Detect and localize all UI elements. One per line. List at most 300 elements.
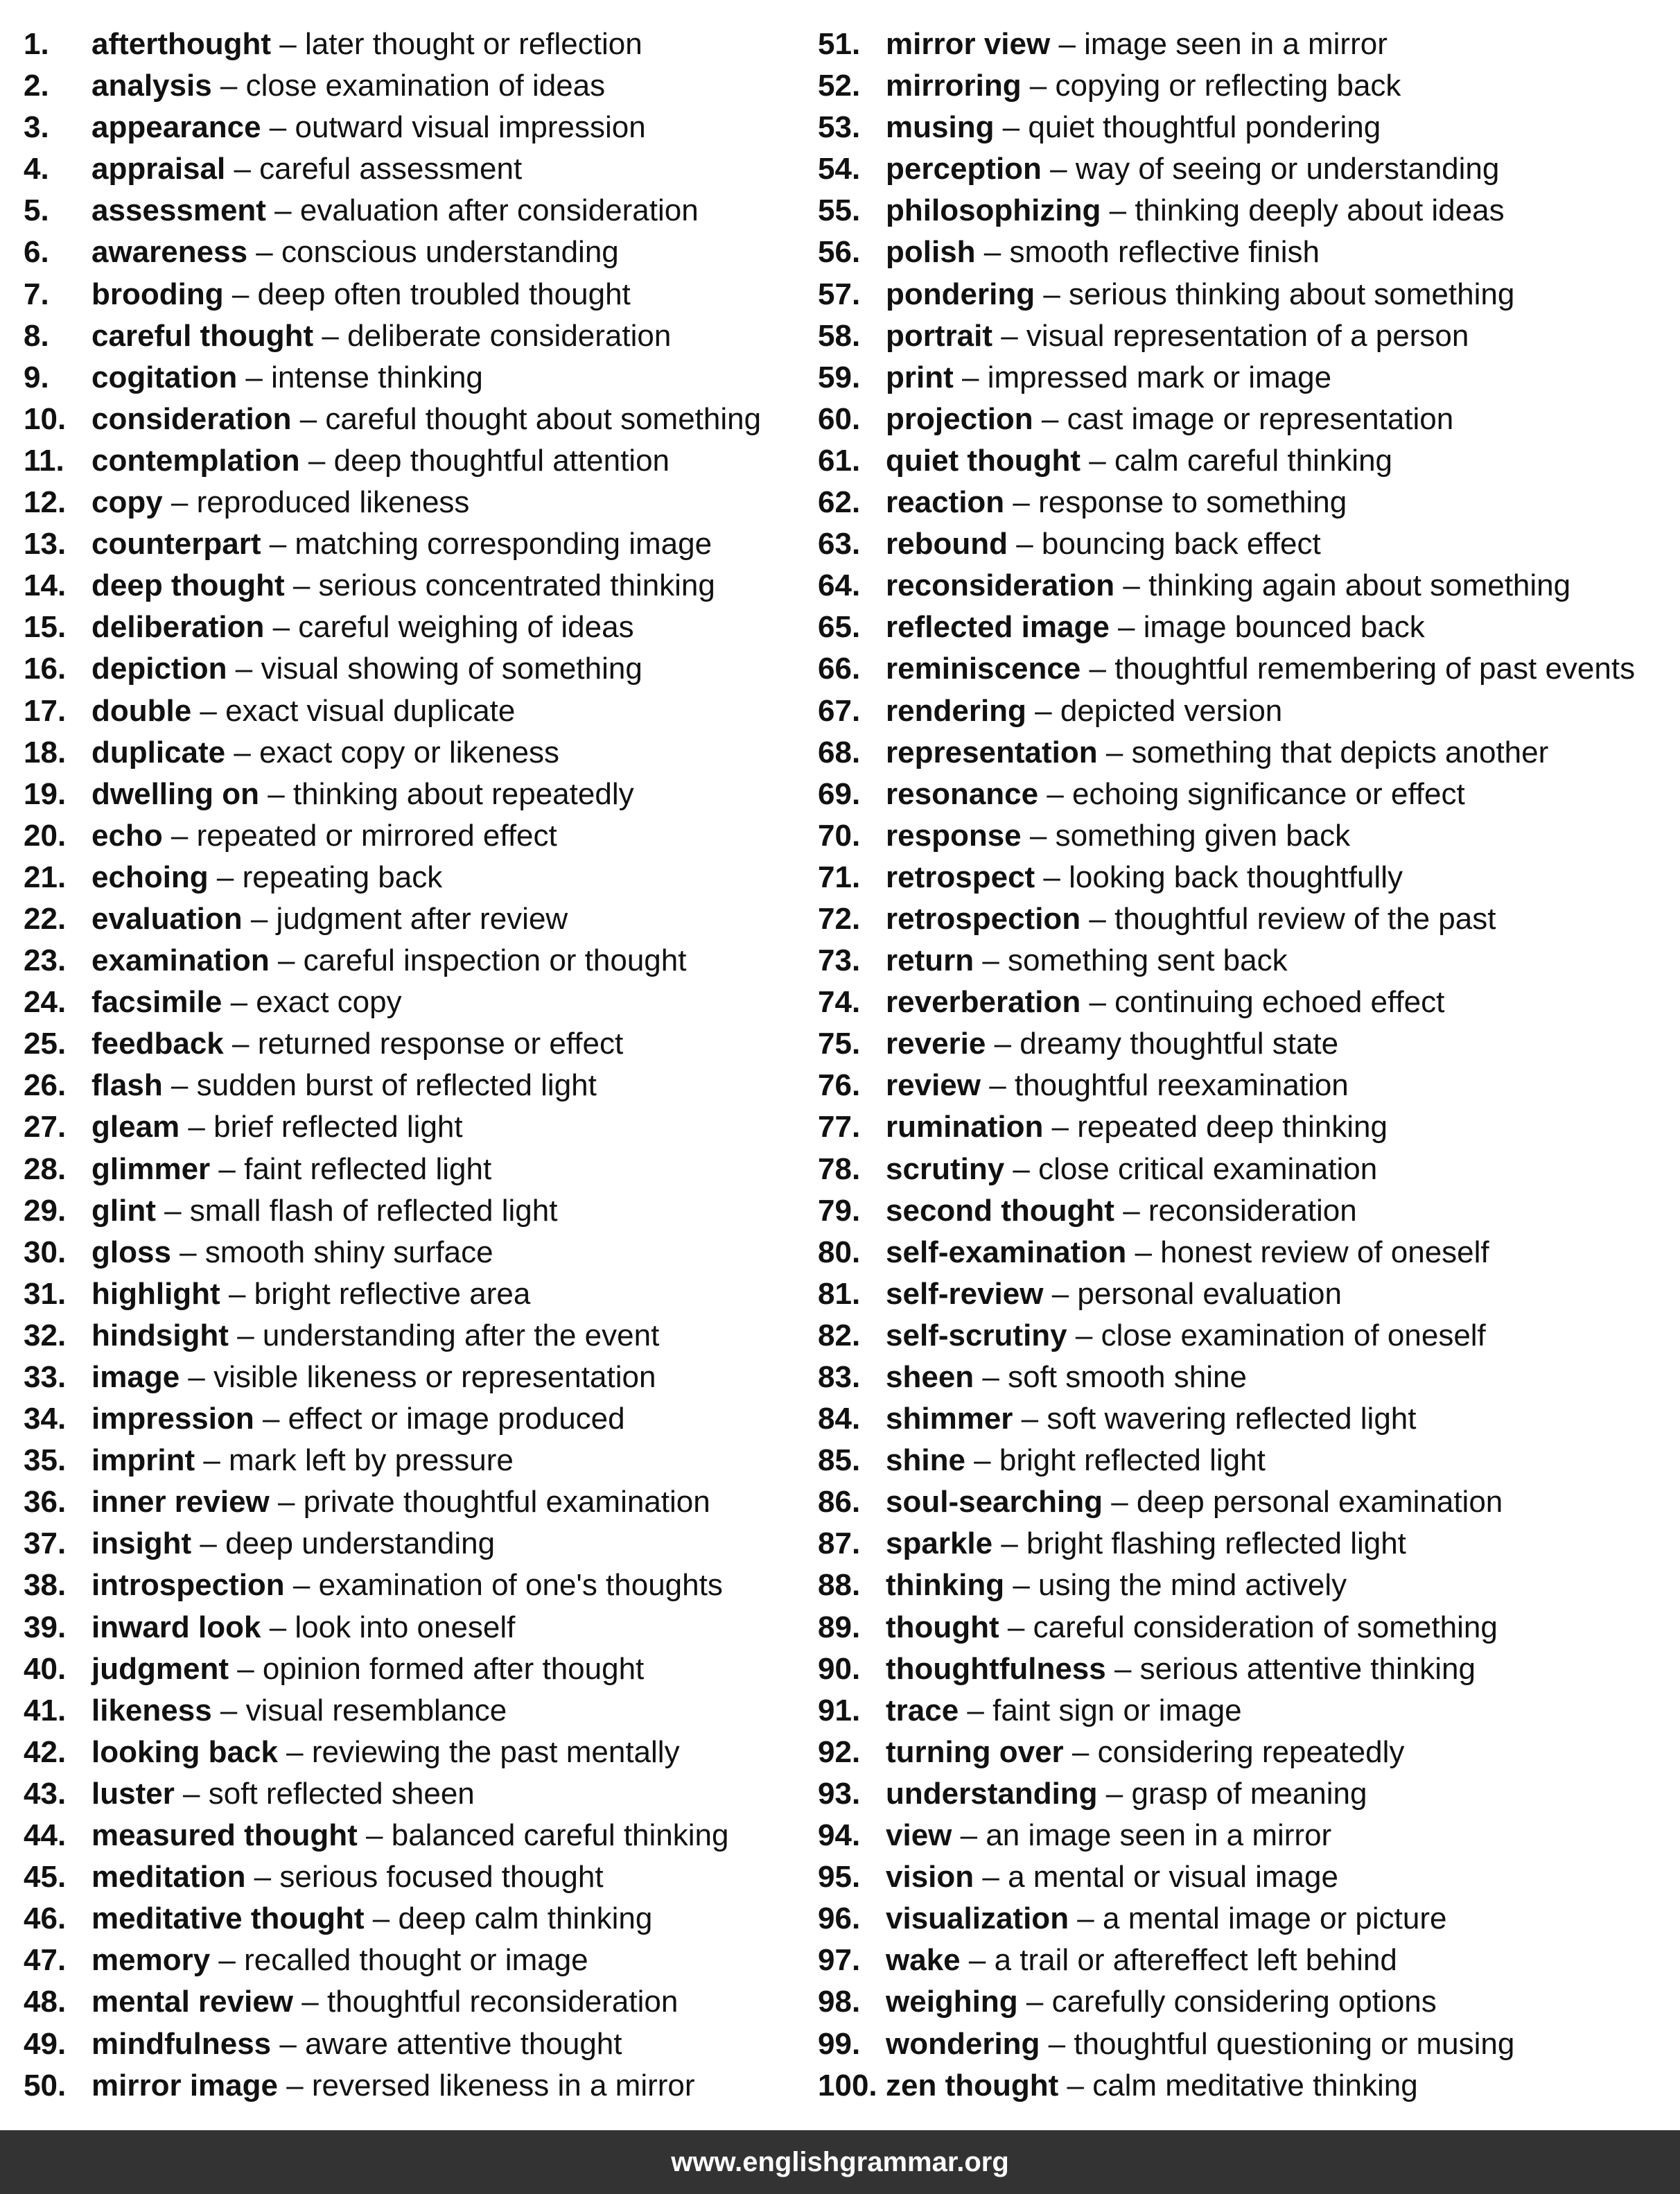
entry-text: [91, 1065, 597, 1106]
list-item: [818, 1440, 1670, 1481]
entry-text: [886, 982, 1444, 1023]
entry-text: [91, 648, 642, 690]
entry-separator: –: [1007, 527, 1042, 561]
list-item: [24, 232, 807, 273]
list-item: [818, 1898, 1670, 1940]
entry-number: 95.: [818, 1860, 861, 1895]
entry-definition: thinking again about something: [1148, 568, 1571, 603]
entry-number: 35.: [24, 1443, 67, 1478]
entry-text: [886, 2023, 1514, 2065]
list-item: [818, 440, 1670, 482]
entry-separator: –: [220, 1276, 254, 1311]
entry-number: 66.: [818, 652, 861, 686]
entry-number: 73.: [818, 943, 861, 978]
entry-text: [91, 1732, 680, 1773]
entry-definition: way of seeing or understanding: [1075, 152, 1500, 186]
list-item: [24, 357, 807, 399]
entry-definition: balanced careful thinking: [391, 1818, 729, 1853]
entry-definition: careful assessment: [259, 152, 523, 186]
entry-term: inner review: [91, 1485, 270, 1520]
entry-text: [886, 607, 1425, 648]
entry-term: appraisal: [91, 152, 226, 186]
entry-definition: serious attentive thinking: [1139, 1651, 1476, 1686]
entry-text: [886, 1981, 1437, 2023]
entry-number: 5.: [24, 193, 49, 228]
entry-definition: smooth reflective finish: [1009, 235, 1320, 270]
entry-text: [91, 482, 469, 523]
list-item: [818, 1940, 1670, 1981]
entry-separator: –: [237, 360, 272, 394]
entry-separator: –: [999, 1610, 1033, 1644]
entry-number: 40.: [24, 1651, 67, 1686]
entry-number: 55.: [818, 193, 861, 228]
entry-definition: looking back thoughtfully: [1069, 860, 1403, 894]
entry-text: [91, 898, 568, 940]
list-item: [818, 690, 1670, 732]
list-item: [24, 523, 807, 565]
entry-text: [886, 1315, 1486, 1357]
entry-text: [91, 190, 699, 232]
entry-term: memory: [91, 1943, 211, 1978]
entry-text: [886, 815, 1350, 857]
entry-text: [886, 232, 1320, 273]
entry-definition: calm careful thinking: [1114, 443, 1393, 478]
entry-text: [886, 274, 1514, 315]
entry-separator: –: [975, 235, 1010, 270]
entry-separator: –: [208, 860, 243, 894]
entry-definition: recalled thought or image: [244, 1943, 588, 1978]
entry-text: [886, 898, 1496, 940]
entry-number: 19.: [24, 776, 67, 811]
list-item: [24, 607, 807, 648]
list-item: [818, 107, 1670, 148]
entry-definition: serious concentrated thinking: [318, 568, 715, 603]
list-item: [818, 1690, 1670, 1732]
entry-separator: –: [222, 985, 256, 1020]
entry-text: [91, 1106, 463, 1148]
entry-definition: soft wavering reflected light: [1047, 1402, 1417, 1436]
entry-definition: aware attentive thought: [305, 2026, 622, 2061]
entry-term: judgment: [91, 1651, 229, 1686]
list-item: [818, 1398, 1670, 1440]
entry-definition: conscious understanding: [281, 235, 619, 270]
entry-number: 74.: [818, 985, 861, 1020]
entry-term: dwelling on: [91, 776, 259, 811]
entry-separator: –: [210, 1151, 245, 1186]
entry-text: [886, 1398, 1417, 1440]
entry-separator: –: [225, 152, 260, 186]
entry-text: [91, 1232, 493, 1273]
list-item: [24, 1856, 807, 1898]
entry-separator: –: [264, 610, 299, 645]
entry-separator: –: [357, 1818, 392, 1853]
list-item: [24, 1940, 807, 1981]
entry-definition: thoughtful questioning or musing: [1074, 2026, 1515, 2061]
entry-number: 11.: [24, 443, 64, 478]
list-item: [24, 482, 807, 523]
entry-number: 13.: [24, 527, 67, 561]
list-item: [24, 1315, 807, 1357]
entry-term: likeness: [91, 1693, 212, 1727]
entry-separator: –: [1038, 776, 1073, 811]
entry-separator: –: [1035, 860, 1069, 894]
entry-number: 48.: [24, 1985, 67, 2019]
list-item: [24, 774, 807, 815]
entry-text: [91, 565, 715, 607]
entry-definition: soft reflected sheen: [208, 1776, 475, 1811]
entry-definition: private thoughtful examination: [303, 1485, 710, 1520]
entry-term: vision: [886, 1860, 974, 1895]
entry-text: [91, 65, 605, 107]
entry-number: 98.: [818, 1985, 861, 2019]
list-item: [24, 815, 807, 857]
entry-text: [91, 1856, 604, 1898]
entry-number: 10.: [24, 401, 67, 436]
entry-term: image: [91, 1360, 180, 1394]
entry-text: [91, 1523, 495, 1565]
entry-text: [91, 857, 442, 898]
entry-separator: –: [284, 1568, 319, 1603]
footer-url[interactable]: www.englishgrammar.org: [671, 2147, 1009, 2177]
entry-definition: examination of one's thoughts: [318, 1568, 723, 1603]
list-item: [818, 1981, 1670, 2023]
entry-separator: –: [986, 1027, 1020, 1061]
entry-text: [886, 2065, 1418, 2107]
entry-separator: –: [269, 1485, 304, 1520]
entry-number: 23.: [24, 943, 67, 978]
entry-term: facsimile: [91, 985, 222, 1020]
list-item: [24, 1232, 807, 1273]
entry-definition: repeating back: [242, 860, 443, 894]
list-item: [818, 148, 1670, 190]
list-item: [24, 1023, 807, 1065]
entry-number: 56.: [818, 235, 861, 270]
entry-separator: –: [965, 1443, 999, 1478]
entry-separator: –: [191, 693, 226, 728]
list-item: [24, 148, 807, 190]
entry-text: [91, 815, 557, 857]
entry-definition: deliberate consideration: [347, 318, 672, 353]
list-item: [818, 774, 1670, 815]
entry-term: impression: [91, 1402, 254, 1436]
entry-definition: brief reflected light: [213, 1110, 463, 1144]
entry-term: shine: [886, 1443, 965, 1478]
entry-separator: –: [1043, 1110, 1078, 1144]
entry-number: 37.: [24, 1526, 67, 1561]
entry-term: reflected image: [886, 610, 1110, 645]
entry-text: [91, 1190, 557, 1232]
entry-term: mirror image: [91, 2068, 278, 2102]
entry-term: response: [886, 818, 1022, 853]
entry-term: retrospection: [886, 901, 1081, 936]
entry-number: 96.: [818, 1901, 861, 1936]
list-item: [818, 1607, 1670, 1648]
entry-separator: –: [1109, 610, 1144, 645]
list-item: [24, 1565, 807, 1606]
entry-separator: –: [994, 110, 1029, 145]
entry-number: 75.: [818, 1027, 861, 1061]
entry-separator: –: [299, 443, 334, 478]
entry-text: [886, 1565, 1347, 1606]
entry-separator: –: [180, 1360, 214, 1394]
entry-text: [886, 690, 1282, 732]
list-item: [24, 690, 807, 732]
entry-definition: an image seen in a mirror: [986, 1818, 1332, 1853]
entry-definition: exact copy: [256, 985, 402, 1020]
list-item: [818, 982, 1670, 1023]
entry-term: mindfulness: [91, 2026, 272, 2061]
entry-text: [886, 1523, 1406, 1565]
list-item: [24, 1190, 807, 1232]
entry-text: [886, 732, 1548, 774]
entry-definition: grasp of meaning: [1131, 1776, 1367, 1811]
list-item: [818, 940, 1670, 982]
entry-term: meditative thought: [91, 1901, 365, 1936]
list-item: [24, 440, 807, 482]
entry-separator: –: [293, 1985, 327, 2019]
entry-text: [886, 1023, 1338, 1065]
entry-definition: thinking deeply about ideas: [1135, 193, 1505, 228]
entry-definition: deep personal examination: [1136, 1485, 1503, 1520]
entry-separator: –: [992, 318, 1026, 353]
entry-definition: something that depicts another: [1131, 735, 1549, 769]
entry-term: projection: [886, 401, 1033, 436]
entry-term: mirror view: [886, 27, 1051, 61]
list-item: [24, 1690, 807, 1732]
entry-number: 45.: [24, 1860, 67, 1895]
entry-separator: –: [960, 1943, 995, 1978]
entry-number: 60.: [818, 401, 861, 436]
entry-number: 82.: [818, 1318, 861, 1352]
entry-definition: exact copy or likeness: [259, 735, 559, 769]
list-item: [24, 1732, 807, 1773]
entry-separator: –: [247, 235, 281, 270]
footer-bar: [0, 2130, 1680, 2194]
entry-separator: –: [291, 401, 326, 436]
entry-term: assessment: [91, 193, 266, 228]
list-item: [818, 1273, 1670, 1315]
entry-term: retrospect: [886, 860, 1035, 894]
list-item: [24, 399, 807, 440]
entry-definition: something given back: [1055, 818, 1351, 853]
entry-term: analysis: [91, 69, 212, 103]
entry-definition: later thought or reflection: [304, 27, 642, 61]
entry-separator: –: [364, 1901, 399, 1936]
entry-number: 51.: [818, 27, 861, 61]
entry-number: 8.: [24, 318, 49, 353]
entry-text: [886, 24, 1388, 65]
entry-definition: understanding after the event: [262, 1318, 660, 1352]
right-column: [818, 24, 1670, 2107]
entry-separator: –: [170, 1235, 205, 1269]
entry-number: 93.: [818, 1776, 861, 1811]
entry-definition: returned response or effect: [257, 1027, 624, 1061]
list-item: [24, 315, 807, 357]
entry-number: 72.: [818, 901, 861, 936]
list-item: [818, 1023, 1670, 1065]
entry-text: [886, 357, 1331, 399]
list-item: [24, 1106, 807, 1148]
entry-term: self-review: [886, 1276, 1044, 1311]
entry-number: 67.: [818, 693, 861, 728]
entry-term: gloss: [91, 1235, 171, 1269]
entry-definition: bright flashing reflected light: [1026, 1526, 1406, 1561]
entry-separator: –: [269, 943, 304, 978]
list-item: [24, 107, 807, 148]
entry-definition: response to something: [1038, 485, 1347, 520]
entry-definition: small flash of reflected light: [189, 1193, 558, 1228]
list-item: [24, 1523, 807, 1565]
entry-term: reverberation: [886, 985, 1081, 1020]
entry-number: 15.: [24, 610, 67, 645]
list-item: [24, 1481, 807, 1523]
entry-definition: something sent back: [1008, 943, 1288, 978]
list-item: [24, 732, 807, 774]
entry-separator: –: [180, 1110, 214, 1144]
entry-number: 14.: [24, 568, 67, 603]
entry-number: 99.: [818, 2026, 861, 2061]
entry-text: [91, 982, 402, 1023]
entry-separator: –: [1097, 1776, 1132, 1811]
list-item: [818, 815, 1670, 857]
entry-separator: –: [1026, 693, 1060, 728]
entry-number: 32.: [24, 1318, 67, 1352]
entry-separator: –: [1050, 27, 1085, 61]
entry-definition: careful weighing of ideas: [298, 610, 634, 645]
entry-term: copy: [91, 485, 163, 520]
entry-term: polish: [886, 235, 976, 270]
entry-term: sparkle: [886, 1526, 993, 1561]
entry-separator: –: [284, 568, 319, 603]
entry-term: thinking: [886, 1568, 1005, 1603]
entry-number: 2.: [24, 69, 49, 103]
list-item: [24, 940, 807, 982]
list-item: [818, 315, 1670, 357]
entry-separator: –: [1021, 818, 1056, 853]
entry-text: [91, 607, 634, 648]
entry-term: second thought: [886, 1193, 1114, 1228]
entry-text: [91, 1607, 515, 1648]
entry-separator: –: [1069, 1901, 1103, 1936]
entry-definition: exact visual duplicate: [225, 693, 516, 728]
entry-term: glimmer: [91, 1151, 211, 1186]
entry-definition: image bounced back: [1143, 610, 1425, 645]
entry-definition: effect or image produced: [288, 1402, 625, 1436]
entry-term: evaluation: [91, 901, 243, 936]
entry-term: depiction: [91, 652, 227, 686]
entry-text: [886, 315, 1469, 357]
entry-term: consideration: [91, 401, 292, 436]
entry-separator: –: [225, 735, 260, 769]
list-item: [818, 357, 1670, 399]
entry-separator: –: [277, 2068, 312, 2102]
entry-term: cogitation: [91, 360, 238, 394]
entry-text: [91, 232, 619, 273]
entry-text: [886, 648, 1635, 690]
entry-term: review: [886, 1068, 981, 1103]
entry-definition: deep understanding: [225, 1526, 496, 1561]
entry-text: [886, 65, 1401, 107]
list-item: [24, 1648, 807, 1690]
entry-number: 46.: [24, 1901, 67, 1936]
entry-separator: –: [1033, 401, 1067, 436]
entry-term: brooding: [91, 277, 224, 311]
entry-number: 54.: [818, 152, 861, 186]
entry-separator: –: [211, 1693, 246, 1727]
list-item: [818, 1190, 1670, 1232]
entry-number: 50.: [24, 2068, 67, 2102]
entry-term: rendering: [886, 693, 1026, 728]
entry-number: 77.: [818, 1110, 861, 1144]
entry-number: 90.: [818, 1651, 861, 1686]
entry-definition: impressed mark or image: [987, 360, 1332, 394]
entry-separator: –: [1063, 1734, 1098, 1769]
entry-term: soul-searching: [886, 1485, 1103, 1520]
list-item: [818, 1523, 1670, 1565]
entry-separator: –: [261, 110, 295, 145]
entry-number: 24.: [24, 985, 67, 1020]
entry-text: [91, 1898, 652, 1940]
entry-term: pondering: [886, 277, 1035, 311]
list-item: [24, 1898, 807, 1940]
entry-separator: –: [223, 1027, 258, 1061]
entry-text: [91, 1648, 644, 1690]
entry-number: 97.: [818, 1943, 861, 1978]
entry-term: reverie: [886, 1027, 986, 1061]
entry-definition: outward visual impression: [295, 110, 646, 145]
entry-text: [91, 523, 712, 565]
entry-definition: visual resemblance: [245, 1693, 507, 1727]
entry-text: [91, 1690, 507, 1732]
list-item: [818, 1065, 1670, 1106]
entry-separator: –: [191, 1526, 226, 1561]
entry-text: [91, 440, 670, 482]
entry-number: 39.: [24, 1610, 67, 1644]
entry-definition: image seen in a mirror: [1084, 27, 1388, 61]
list-item: [24, 2065, 807, 2107]
entry-term: thought: [886, 1610, 999, 1644]
entry-definition: a mental image or picture: [1103, 1901, 1447, 1936]
entry-text: [91, 2065, 695, 2107]
entry-text: [886, 1065, 1349, 1106]
list-item: [818, 1565, 1670, 1606]
entry-term: measured thought: [91, 1818, 358, 1853]
entry-separator: –: [228, 1318, 263, 1352]
entry-term: turning over: [886, 1734, 1064, 1769]
list-item: [818, 857, 1670, 898]
entry-term: view: [886, 1818, 952, 1853]
entry-number: 87.: [818, 1526, 861, 1561]
entry-definition: bright reflective area: [254, 1276, 531, 1311]
entry-number: 85.: [818, 1443, 861, 1478]
entry-text: [886, 1940, 1397, 1981]
entry-number: 76.: [818, 1068, 861, 1103]
entry-text: [91, 1023, 623, 1065]
entry-term: highlight: [91, 1276, 220, 1311]
entry-separator: –: [1080, 901, 1115, 936]
entry-separator: –: [1114, 568, 1149, 603]
list-item: [818, 607, 1670, 648]
entry-term: inward look: [91, 1610, 261, 1644]
entry-term: hindsight: [91, 1318, 229, 1352]
entry-definition: reversed likeness in a mirror: [311, 2068, 695, 2102]
entry-text: [91, 1273, 530, 1315]
entry-term: weighing: [886, 1985, 1018, 2019]
list-item: [24, 1440, 807, 1481]
entry-separator: –: [974, 1360, 1008, 1394]
entry-separator: –: [259, 776, 293, 811]
entry-separator: –: [261, 1610, 295, 1644]
